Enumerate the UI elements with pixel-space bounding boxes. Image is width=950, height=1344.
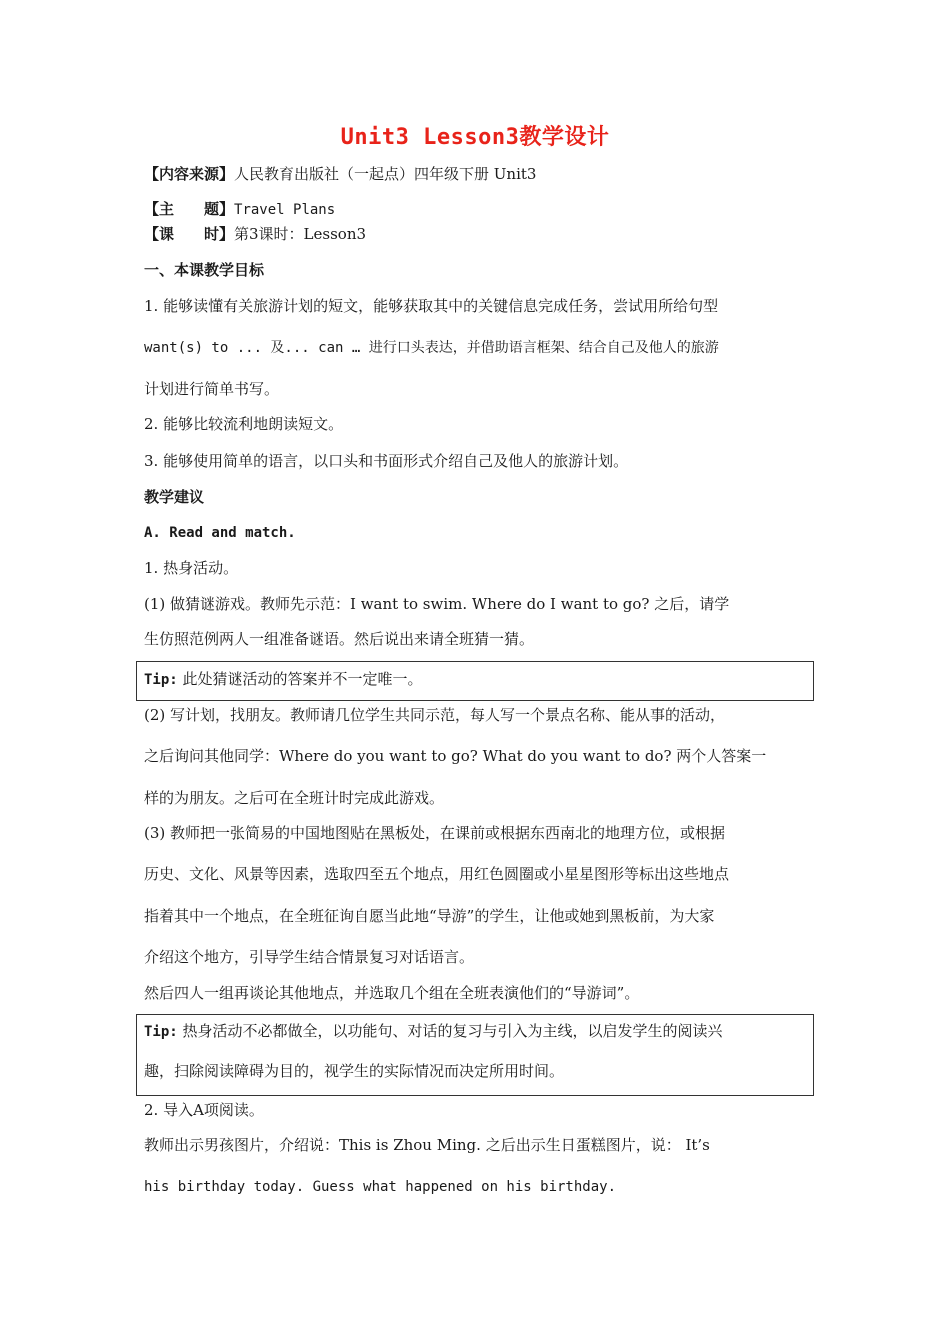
section-heading-suggestions: 教学建议 [144, 488, 205, 506]
paragraph-4-line-1: 教师出示男孩图片，介绍说：This is Zhou Ming. 之后出示生日蛋糕图片，说： It’s [144, 1136, 710, 1154]
paragraph-3-line-1: (3) 教师把一张简易的中国地图贴在黑板处，在课前或根据东西南北的地理方位，或根据 [144, 824, 726, 842]
part-a-heading: A. Read and match. [144, 525, 296, 541]
paragraph-2-line-3: 样的为朋友。之后可在全班计时完成此游戏。 [144, 789, 445, 807]
meta-topic: 【主 题】Travel Plans [144, 200, 336, 218]
title-english: Unit3 Lesson3 [340, 125, 520, 150]
paragraph-1-line-1: (1) 做猜谜游戏。教师先示范：I want to swim. Where do I want to go? 之后，请学 [144, 595, 730, 613]
title-chinese: 教学设计 [519, 125, 610, 150]
paragraph-3-line-4: 介绍这个地方，引导学生结合情景复习对话语言。 [144, 948, 475, 966]
paragraph-4-line-2: his birthday today. Guess what happened on his birthday. [144, 1179, 617, 1195]
section-heading-goals: 一、本课教学目标 [144, 261, 265, 279]
tip-box-1 [136, 661, 814, 701]
paragraph-2-line-1: (2) 写计划，找朋友。教师请几位学生共同示范，每人写一个景点名称、能从事的活动， [144, 706, 726, 724]
tip-1: Tip: 此处猜谜活动的答案并不一定唯一。 [144, 670, 423, 688]
paragraph-3-line-5: 然后四人一组再谈论其他地点，并选取几个组在全班表演他们的“导游词”。 [144, 984, 640, 1002]
page-title [0, 120, 950, 151]
goal-3: 3. 能够使用简单的语言，以口头和书面形式介绍自己及他人的旅游计划。 [144, 452, 629, 470]
goal-1-line-1: 1. 能够读懂有关旅游计划的短文，能够获取其中的关键信息完成任务，尝试用所给句型 [144, 297, 719, 315]
meta-period: 【课 时】第3课时：Lesson3 [144, 225, 367, 243]
goal-2: 2. 能够比较流利地朗读短文。 [144, 415, 344, 433]
meta-source: 【内容来源】人民教育出版社（一起点）四年级下册 Unit3 [144, 165, 537, 183]
step-2: 2. 导入A项阅读。 [144, 1101, 264, 1119]
step-1: 1. 热身活动。 [144, 559, 239, 577]
paragraph-3-line-2: 历史、文化、风景等因素，选取四至五个地点，用红色圆圈或小星星图形等标出这些地点 [144, 865, 730, 883]
paragraph-2-line-2: 之后询问其他同学：Where do you want to go? What do you want to do? 两个人答案一 [144, 747, 767, 765]
tip-box-2 [136, 1014, 814, 1096]
paragraph-1-line-2: 生仿照范例两人一组准备谜语。然后说出来请全班猜一猜。 [144, 630, 535, 648]
goal-1-line-3: 计划进行简单书写。 [144, 380, 280, 398]
goal-1-line-2: want(s) to ... 及... can … 进行口头表达，并借助语言框架、结合自己及他人的旅游 [144, 340, 719, 356]
tip-2-line-2: 趣，扫除阅读障碍为目的，视学生的实际情况而决定所用时间。 [144, 1062, 565, 1080]
tip-2-line-1: Tip: 热身活动不必都做全，以功能句、对话的复习与引入为主线，以启发学生的阅读兴 [144, 1022, 723, 1040]
paragraph-3-line-3: 指着其中一个地点，在全班征询自愿当此地“导游”的学生，让他或她到黑板前，为大家 [144, 907, 715, 925]
